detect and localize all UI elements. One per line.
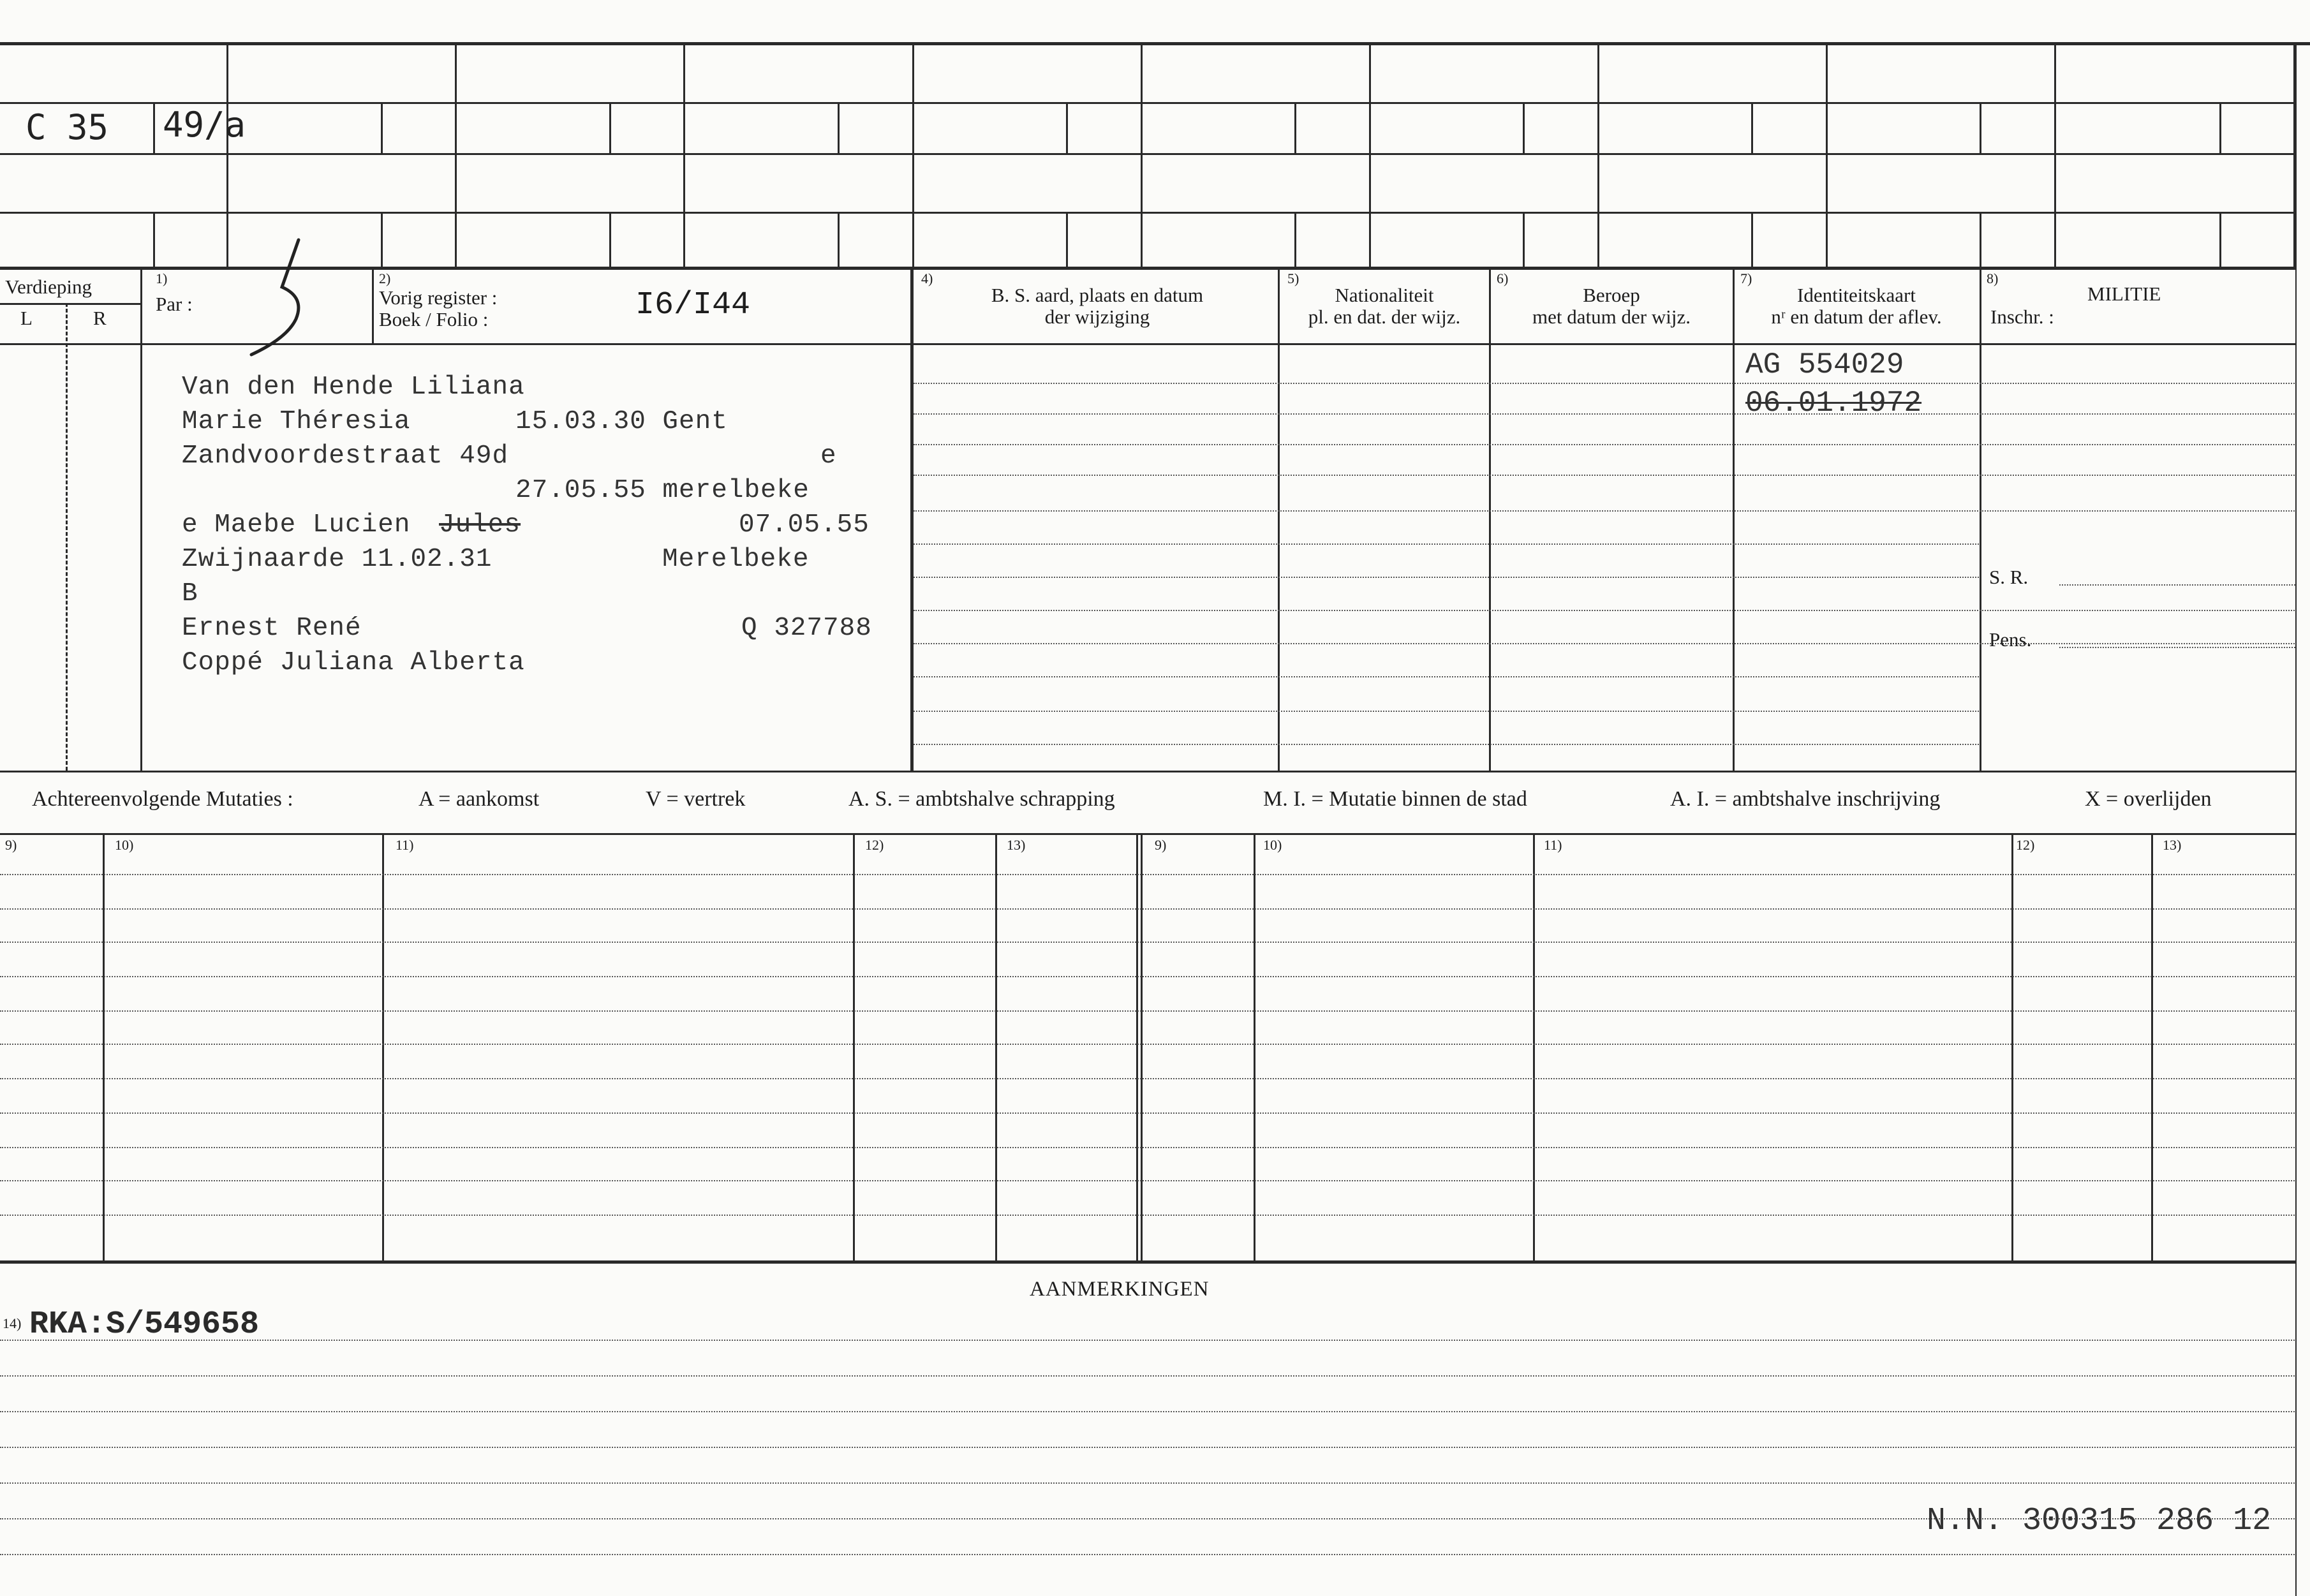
remarks-title: AANMERKINGEN (1030, 1278, 1210, 1301)
dotted-line (0, 1044, 2297, 1045)
spouse-birth: Zwijnaarde 11.02.31 (182, 545, 492, 574)
dotted-line (0, 1112, 2297, 1114)
grid-line (0, 212, 2297, 214)
l-r-divider (66, 303, 68, 771)
mut-col-9b: 9) (1155, 837, 1167, 853)
dotted-line (0, 1482, 2297, 1484)
beroep-line1: Beroep (1583, 284, 1640, 306)
grid-line (1751, 102, 1753, 153)
top-border (0, 42, 2310, 45)
ref-code: C 35 (26, 107, 109, 147)
nn-number: N.N. 300315 286 12 (1927, 1503, 2272, 1539)
grid-line (1533, 833, 1535, 1260)
grid-line (372, 267, 374, 343)
header-bottom-line (0, 343, 2297, 345)
dotted-line (914, 383, 2297, 384)
dotted-line (2059, 647, 2295, 648)
mut-col-10: 10) (115, 837, 134, 853)
grid-line (2011, 833, 2013, 1260)
bs-line1: B. S. aard, plaats en datum (991, 284, 1204, 306)
grid-line (2054, 42, 2056, 267)
dotted-line (0, 976, 2297, 977)
grid-line (1523, 102, 1525, 153)
dotted-line (0, 1180, 2297, 1181)
dotted-line (0, 908, 2297, 910)
grid-line (1751, 212, 1753, 267)
grid-line (853, 833, 855, 1260)
dotted-line (0, 1375, 2297, 1377)
spouse-struck-name: Jules (439, 510, 521, 540)
nat-line2: pl. en dat. der wijz. (1308, 306, 1461, 328)
grid-line (1369, 42, 1371, 267)
grid-line (1980, 267, 1981, 771)
grid-line (1278, 267, 1280, 771)
militie-label: MILITIE (2087, 283, 2161, 305)
grid-line (2219, 212, 2221, 267)
dotted-line (0, 1340, 2297, 1341)
grid-line (381, 102, 383, 153)
person-birth: 15.03.30 Gent (515, 407, 728, 436)
grid-line (609, 102, 611, 153)
dotted-line (0, 1554, 2297, 1555)
grid-line (381, 212, 383, 267)
grid-line (382, 833, 384, 1260)
mutation-x: X = overlijden (2085, 787, 2212, 811)
person-mark-e: e (820, 441, 837, 471)
grid-line (1294, 102, 1296, 153)
id-card-number: AG 554029 (1745, 348, 1904, 381)
grid-line (153, 102, 155, 153)
grid-line (226, 42, 228, 267)
grid-line (910, 267, 914, 771)
r-label: R (93, 307, 107, 329)
beroep-line2: met datum der wijz. (1532, 306, 1691, 328)
grid-line (0, 102, 2297, 104)
inschr-label: Inschr. : (1990, 306, 2054, 328)
mutation-as: A. S. = ambtshalve schrapping (848, 787, 1115, 811)
col8-num: 8) (1987, 270, 1999, 286)
id-line1: Identiteitskaart (1797, 284, 1916, 306)
dotted-line (0, 1447, 2297, 1448)
grid-line (2219, 102, 2221, 153)
dotted-line (914, 676, 1979, 677)
mut-col-12b: 12) (2016, 837, 2035, 853)
dotted-line (914, 744, 1979, 745)
dotted-line (0, 1215, 2297, 1216)
dotted-line (914, 475, 2297, 476)
grid-line (1597, 42, 1599, 267)
boek-folio-label: Boek / Folio : (379, 308, 489, 330)
col7-num: 7) (1740, 270, 1752, 286)
mut-col-12: 12) (865, 837, 884, 853)
spouse-place: Merelbeke (662, 545, 810, 574)
mutation-v: V = vertrek (646, 787, 746, 811)
grid-line (2151, 833, 2153, 1260)
mutations-title: Achtereenvolgende Mutaties : (32, 787, 293, 811)
grid-line (1733, 267, 1735, 771)
person-marriage-date: 27.05.55 merelbeke (515, 476, 810, 505)
col6-num: 6) (1497, 270, 1509, 286)
dotted-line (2059, 584, 2295, 586)
mutation-a: A = aankomst (418, 787, 540, 811)
grid-line (1254, 833, 1255, 1260)
grid-line (0, 833, 2297, 835)
mut-col-13: 13) (1007, 837, 1026, 853)
mut-col-9: 9) (5, 837, 17, 853)
grid-line (683, 42, 685, 267)
right-edge-line (2295, 42, 2297, 1596)
grid-line (0, 771, 2297, 772)
bs-line2: der wijziging (1044, 306, 1150, 328)
person-given-names: Marie Théresia (182, 407, 411, 436)
grid-line (0, 153, 2297, 155)
col4-num: 4) (921, 270, 933, 286)
dotted-line (0, 1411, 2297, 1412)
grid-line (1980, 102, 1981, 153)
mut-col-11b: 11) (1544, 837, 1562, 853)
par-label: Par : (156, 293, 193, 315)
grid-line (1826, 42, 1828, 267)
father-name: Ernest René (182, 614, 362, 643)
person-letter-b: B (182, 579, 198, 609)
grid-line (0, 267, 2297, 270)
handwritten-mark-icon (242, 236, 319, 364)
dotted-line (914, 413, 2297, 415)
register-value: I6/I44 (635, 287, 751, 323)
grid-line (1294, 212, 1296, 267)
grid-line (455, 42, 457, 267)
mut-col-11: 11) (396, 837, 414, 853)
grid-line (1980, 212, 1981, 267)
grid-line (995, 833, 997, 1260)
grid-line (1489, 267, 1491, 771)
verdieping-label: Verdieping (5, 276, 93, 298)
grid-line (1523, 212, 1525, 267)
grid-divider (1136, 833, 1143, 1260)
col5-num: 5) (1287, 270, 1299, 286)
dotted-line (914, 643, 2297, 644)
dotted-line (914, 543, 1979, 545)
vorig-register-label: Vorig register : (379, 286, 498, 309)
dotted-line (914, 711, 1979, 712)
dotted-line (0, 1147, 2297, 1148)
grid-line (103, 833, 105, 1260)
grid-line (912, 42, 914, 267)
col2-num: 2) (379, 270, 391, 286)
dotted-line (914, 610, 2297, 611)
spouse-date: 07.05.55 (739, 510, 870, 540)
dotted-line (0, 942, 2297, 943)
person-name: Van den Hende Liliana (182, 373, 525, 402)
ref-q-number: Q 327788 (741, 614, 872, 643)
grid-line (838, 212, 840, 267)
mutation-ai: A. I. = ambtshalve inschrijving (1670, 787, 1941, 811)
col1-num: 1) (156, 270, 168, 286)
id-card-date: 06.01.1972 (1745, 387, 1922, 420)
grid-line (153, 212, 155, 267)
nat-line1: Nationaliteit (1335, 284, 1434, 306)
remarks-value: RKA:S/549658 (29, 1306, 260, 1343)
verdieping-split-line (0, 303, 140, 305)
grid-line (1141, 42, 1143, 267)
sr-label: S. R. (1989, 566, 2029, 588)
id-line2: nʳ en datum der aflev. (1771, 306, 1942, 328)
dotted-line (0, 1078, 2297, 1079)
mut-col-10b: 10) (1263, 837, 1282, 853)
pens-label: Pens. (1989, 628, 2032, 651)
ref-number: 49/a (163, 105, 246, 145)
grid-line (140, 267, 142, 771)
mutation-mi: M. I. = Mutatie binnen de stad (1263, 787, 1527, 811)
person-address: Zandvoordestraat 49d (182, 441, 509, 471)
dotted-line (914, 510, 2297, 512)
dotted-line (914, 577, 1979, 578)
dotted-line (0, 874, 2297, 875)
remarks-num: 14) (3, 1315, 22, 1331)
grid-line (838, 102, 840, 153)
mother-name: Coppé Juliana Alberta (182, 648, 525, 677)
dotted-line (914, 444, 2297, 445)
dotted-line (0, 1010, 2297, 1012)
mut-col-13b: 13) (2163, 837, 2182, 853)
spouse-name: e Maebe Lucien (182, 510, 411, 540)
grid-line (609, 212, 611, 267)
l-label: L (20, 307, 33, 329)
grid-line (0, 1260, 2297, 1264)
grid-line (1066, 102, 1068, 153)
grid-line (1066, 212, 1068, 267)
